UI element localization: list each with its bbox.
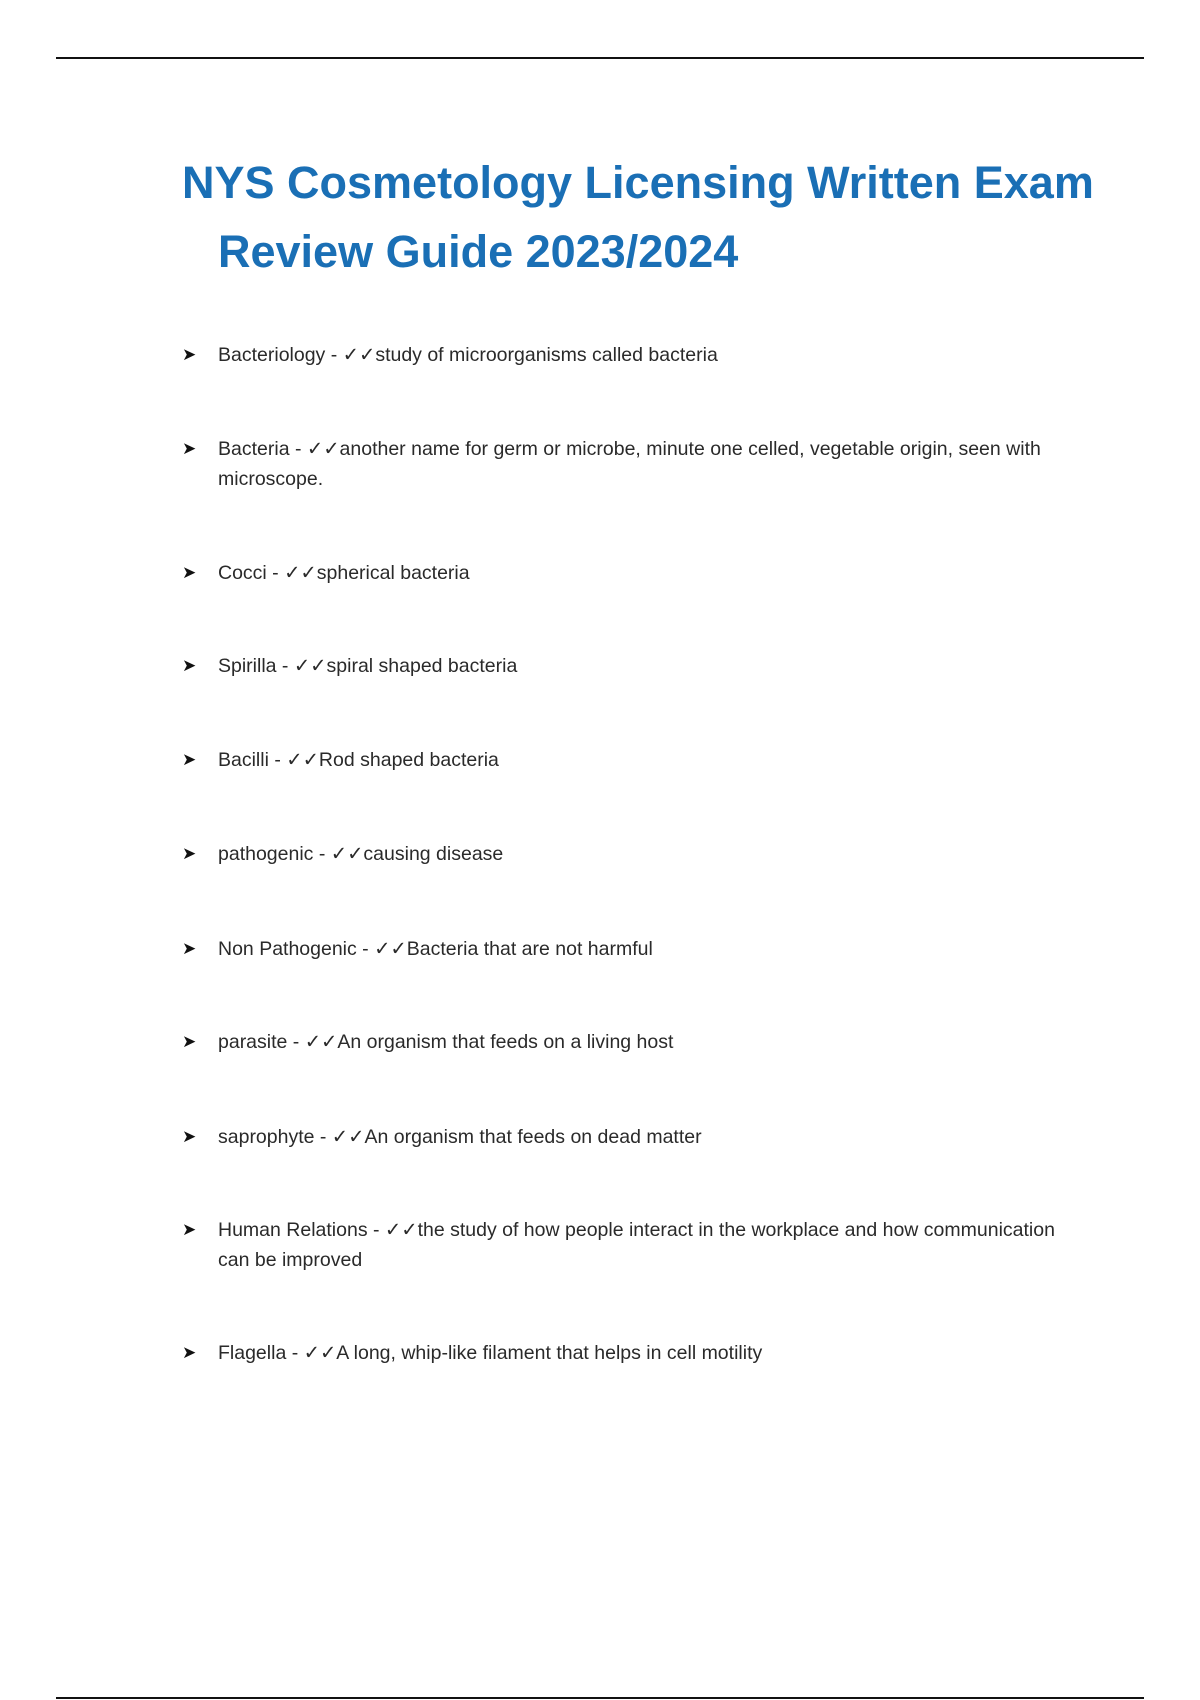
- document-title-line-2: Review Guide 2023/2024: [218, 226, 739, 277]
- arrowhead-bullet-icon: ➤: [182, 1032, 197, 1051]
- list-item-text: Flagella - ✓✓A long, whip-like filament that helps in cell motility: [218, 1342, 763, 1364]
- list-item-text: Cocci - ✓✓spherical bacteria: [218, 562, 470, 584]
- arrowhead-bullet-icon: ➤: [182, 345, 197, 364]
- list-item-text: Bacteriology - ✓✓study of microorganisms called bacteria: [218, 344, 718, 366]
- header-divider: [56, 57, 1144, 59]
- list-item: [182, 651, 1082, 681]
- list-item-text: Spirilla - ✓✓spiral shaped bacteria: [218, 655, 518, 677]
- term-list: [182, 340, 1082, 1368]
- list-item: [182, 1338, 1082, 1368]
- list-item-text: Bacilli - ✓✓Rod shaped bacteria: [218, 749, 499, 771]
- list-item: [182, 839, 1082, 869]
- list-item: [182, 934, 1082, 964]
- document-title: [182, 148, 1122, 286]
- arrowhead-bullet-icon: ➤: [182, 1343, 197, 1362]
- list-item-text: Human Relations - ✓✓the study of how people interact in the workplace and how communication can be improved: [218, 1219, 1055, 1271]
- list-item: [182, 340, 1082, 370]
- list-item-text: saprophyte - ✓✓An organism that feeds on dead matter: [218, 1126, 702, 1148]
- footer-divider: [56, 1697, 1144, 1699]
- list-item-text: Non Pathogenic - ✓✓Bacteria that are not harmful: [218, 938, 653, 960]
- list-item-text: parasite - ✓✓An organism that feeds on a living host: [218, 1031, 674, 1053]
- list-item: [182, 558, 1082, 588]
- list-item-text: pathogenic - ✓✓causing disease: [218, 843, 504, 865]
- document-title-line-1: NYS Cosmetology Licensing Written Exam: [182, 157, 1094, 208]
- arrowhead-bullet-icon: ➤: [182, 656, 197, 675]
- list-item: [182, 434, 1082, 494]
- arrowhead-bullet-icon: ➤: [182, 1220, 197, 1239]
- arrowhead-bullet-icon: ➤: [182, 750, 197, 769]
- list-item: [182, 745, 1082, 775]
- list-item: [182, 1122, 1082, 1152]
- arrowhead-bullet-icon: ➤: [182, 563, 197, 582]
- arrowhead-bullet-icon: ➤: [182, 844, 197, 863]
- arrowhead-bullet-icon: ➤: [182, 939, 197, 958]
- arrowhead-bullet-icon: ➤: [182, 1127, 197, 1146]
- list-item: [182, 1215, 1082, 1275]
- list-item-text: Bacteria - ✓✓another name for germ or microbe, minute one celled, vegetable origin, seen with microscope.: [218, 438, 1041, 490]
- arrowhead-bullet-icon: ➤: [182, 439, 197, 458]
- list-item: [182, 1027, 1082, 1057]
